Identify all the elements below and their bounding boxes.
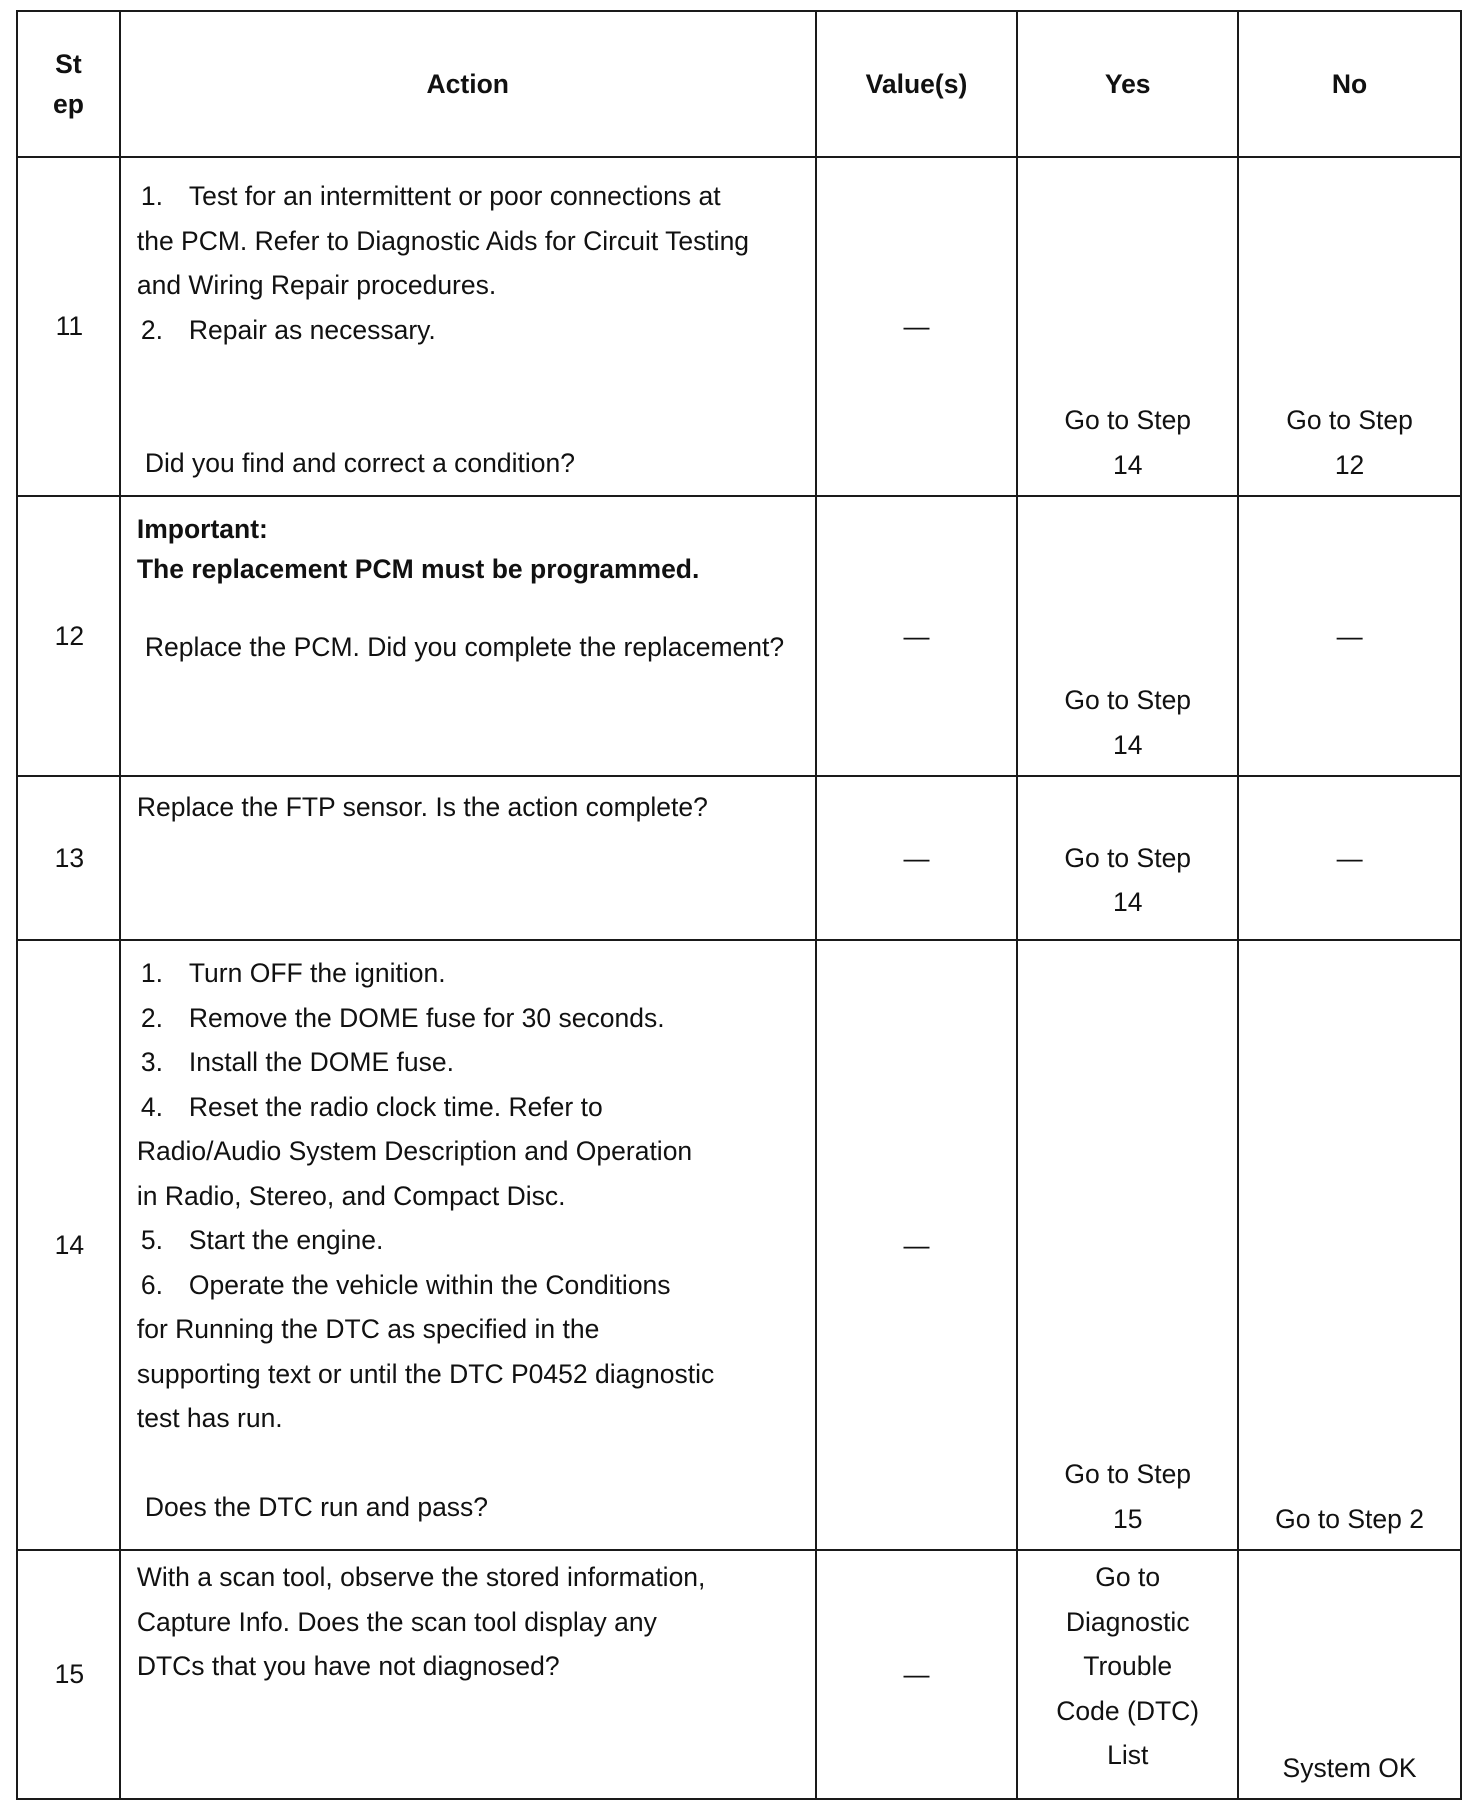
action-item-3 xyxy=(137,1040,809,1085)
diagnostic-steps-table xyxy=(16,10,1462,1800)
yes-cell xyxy=(1017,496,1238,776)
action-cell xyxy=(120,940,816,1550)
header-action: Action xyxy=(120,11,816,157)
header-step-line-1: St xyxy=(55,49,82,79)
action-text: Install the DOME fuse. xyxy=(188,1047,454,1077)
no-step-number: 12 xyxy=(1334,449,1365,480)
yes-link-text: Go to Step xyxy=(1064,685,1192,715)
action-text: Capture Info. Does the scan tool display any xyxy=(136,1606,657,1637)
item-number: 4. xyxy=(140,1091,163,1122)
item-number: 3. xyxy=(140,1047,163,1077)
action-text: Replace the FTP sensor. Is the action complete? xyxy=(136,792,708,822)
action-text: DTCs that you have not diagnosed? xyxy=(136,1651,560,1681)
table-row-step-11 xyxy=(17,157,1461,496)
action-item-6 xyxy=(137,1263,809,1308)
action-text: test has run. xyxy=(136,1403,283,1433)
table-row-step-13 xyxy=(17,776,1461,940)
step-number: 11 xyxy=(17,157,120,496)
action-item-5 xyxy=(137,1218,809,1263)
action-question: Did you find and correct a condition? xyxy=(144,448,575,478)
yes-step-number: 14 xyxy=(1112,729,1143,760)
important-text: The replacement PCM must be programmed. xyxy=(136,554,700,584)
step-number: 12 xyxy=(17,496,120,776)
step-number: 13 xyxy=(17,776,120,940)
item-number: 2. xyxy=(140,1002,163,1033)
yes-link-text: Go to Step xyxy=(1064,405,1192,435)
table-row-step-15 xyxy=(17,1550,1461,1799)
action-cell xyxy=(120,157,816,496)
no-cell: System OK xyxy=(1238,1550,1461,1799)
action-text: supporting text or until the DTC P0452 diagnostic xyxy=(136,1358,715,1389)
yes-step-number: 14 xyxy=(1112,887,1143,917)
no-cell: Go to Step 2 xyxy=(1238,940,1461,1550)
header-values: Value(s) xyxy=(816,11,1018,157)
value-cell: — xyxy=(816,496,1018,776)
header-step-line-2: ep xyxy=(52,89,84,119)
header-step xyxy=(17,11,120,157)
yes-step-number: 15 xyxy=(1112,1503,1143,1534)
action-text: Radio/Audio System Description and Operation xyxy=(136,1136,693,1166)
yes-link-text: Code (DTC) xyxy=(1056,1695,1200,1726)
action-text: Start the engine. xyxy=(188,1225,384,1255)
step-number: 14 xyxy=(17,940,120,1550)
value-cell: — xyxy=(816,1550,1018,1799)
action-question: Replace the PCM. Did you complete the replacement? xyxy=(144,632,785,662)
header-yes: Yes xyxy=(1017,11,1238,157)
header-no: No xyxy=(1238,11,1461,157)
yes-link-text: Go to Step xyxy=(1064,842,1192,873)
item-number: 1. xyxy=(140,958,163,988)
value-cell: — xyxy=(816,940,1018,1550)
action-item-1 xyxy=(137,951,809,996)
action-text: Reset the radio clock time. Refer to xyxy=(188,1091,603,1122)
yes-step-number: 14 xyxy=(1112,449,1143,480)
yes-link-text: Diagnostic xyxy=(1065,1606,1190,1637)
yes-link-text: Go to Step xyxy=(1064,1459,1192,1489)
action-cell xyxy=(120,776,816,940)
action-question: Does the DTC run and pass? xyxy=(144,1492,489,1522)
no-cell xyxy=(1238,157,1461,496)
header-row xyxy=(17,11,1461,157)
action-text: and Wiring Repair procedures. xyxy=(136,270,497,300)
action-text: Operate the vehicle within the Conditions xyxy=(188,1269,671,1300)
yes-link-text: Trouble xyxy=(1083,1651,1173,1681)
value-cell: — xyxy=(816,157,1018,496)
no-link-text: Go to Step xyxy=(1286,405,1413,435)
yes-cell xyxy=(1017,940,1238,1550)
action-cell xyxy=(120,1550,816,1799)
value-cell: — xyxy=(816,776,1018,940)
yes-link-text: Go to xyxy=(1095,1562,1161,1592)
action-item-1 xyxy=(137,174,809,219)
action-text: Test for an intermittent or poor connections at xyxy=(188,181,721,211)
action-text: Repair as necessary. xyxy=(188,314,436,345)
table-row-step-12 xyxy=(17,496,1461,776)
no-cell: — xyxy=(1238,776,1461,940)
action-text: the PCM. Refer to Diagnostic Aids for Circuit Testing xyxy=(136,225,750,256)
action-cell xyxy=(120,496,816,776)
action-text: Remove the DOME fuse for 30 seconds. xyxy=(188,1002,665,1033)
yes-cell xyxy=(1017,157,1238,496)
step-number: 15 xyxy=(17,1550,120,1799)
action-item-4 xyxy=(137,1085,809,1130)
no-cell: — xyxy=(1238,496,1461,776)
yes-cell xyxy=(1017,1550,1238,1799)
item-number: 6. xyxy=(140,1269,163,1300)
action-text: With a scan tool, observe the stored information, xyxy=(136,1562,706,1592)
table-row-step-14 xyxy=(17,940,1461,1550)
important-label: Important: xyxy=(136,514,268,544)
yes-cell xyxy=(1017,776,1238,940)
item-number: 1. xyxy=(140,181,163,211)
action-item-2 xyxy=(137,996,809,1041)
yes-link-text: List xyxy=(1107,1740,1149,1770)
action-text: for Running the DTC as specified in the xyxy=(136,1314,600,1344)
action-text: Turn OFF the ignition. xyxy=(188,958,446,988)
action-text: in Radio, Stereo, and Compact Disc. xyxy=(136,1180,566,1211)
item-number: 2. xyxy=(140,314,163,345)
action-item-2 xyxy=(137,308,809,353)
item-number: 5. xyxy=(140,1225,163,1255)
